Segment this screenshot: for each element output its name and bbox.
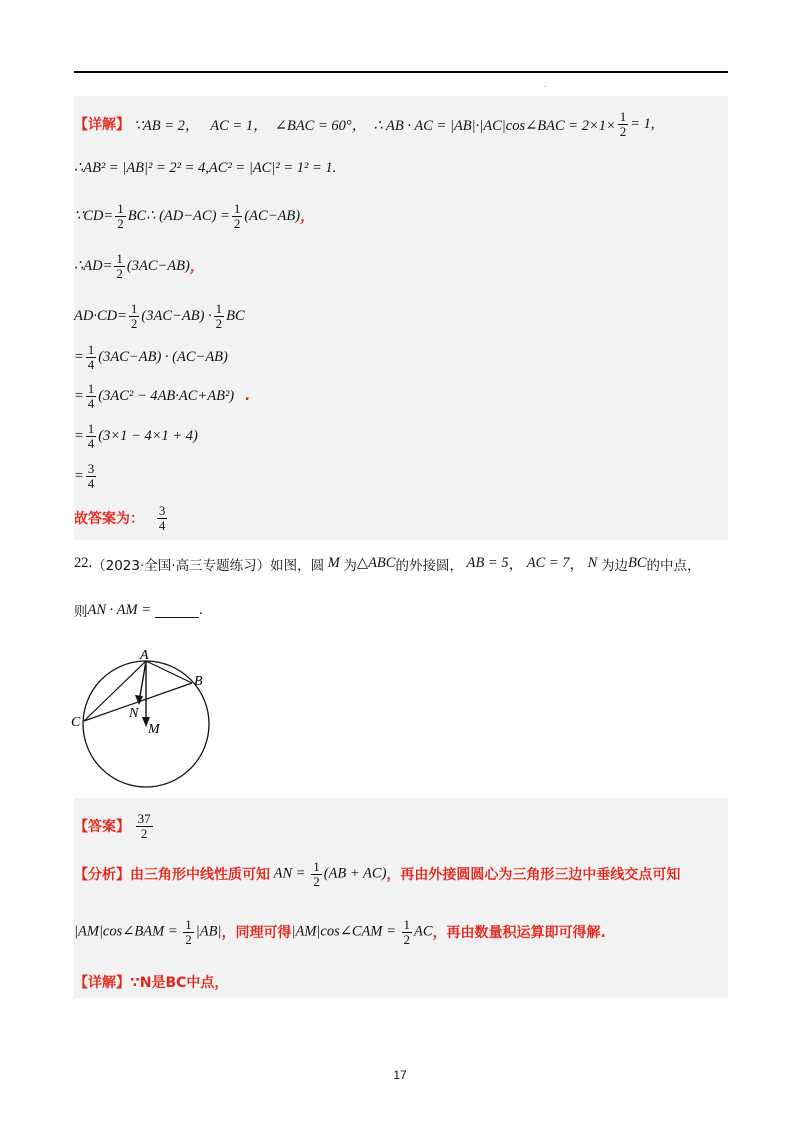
label-m: M xyxy=(148,722,160,737)
problem-expression: AN · AM = xyxy=(87,601,151,618)
detail-line-2: ∴ AB ² = | AB |² = 2² = 4, AC ² = | AC |² = 1² = 1. xyxy=(74,160,337,176)
answer-fraction-2: $\frac{37}{2}$ xyxy=(137,811,151,841)
label-n: N xyxy=(129,706,139,721)
detail-2-line: 【详解】 ∵N是BC中点， xyxy=(74,972,228,992)
answer-blank xyxy=(155,603,199,618)
header-mark: . xyxy=(544,80,546,89)
answer-line-1 xyxy=(74,504,169,532)
answer-line-2 xyxy=(74,812,155,840)
segment-ab xyxy=(146,661,192,683)
detail-line-9: = $\frac{3}{4}$ xyxy=(74,461,95,491)
detail-line-1: 【详解】 ∵AB = 2， AC = 1， ∠BAC = 60°， ∴ AB · AC = |AB|·|AC|cos∠BAC = 2×1× $\frac{1}{2}$ = 1, xyxy=(74,109,655,139)
header-rule xyxy=(74,71,728,73)
detail-line-7: = $\frac{1}{4}$ (3 AC ² − 4 AB · AC + AB ²) . xyxy=(74,381,251,411)
answer-label-2: 【答案】 xyxy=(74,819,130,836)
arrow-an-head xyxy=(135,695,143,705)
circle-figure xyxy=(68,645,228,795)
detail-line-8: = $\frac{1}{4}$ (3×1 − 4×1 + 4) xyxy=(74,421,198,451)
given-values: ∵AB = 2， AC = 1， ∠BAC = 60°， ∴ AB · AC = |AB|·|AC|cos∠BAC = 2×1× xyxy=(130,117,616,134)
answer-label-1: 故答案为： xyxy=(74,511,144,528)
analysis-line-2: |AM|cos∠BAM = $\frac{1}{2}$ |AB| ，同理可得 |AM|cos∠CAM = $\frac{1}{2}$ AC ，再由数量积运算即可得解. xyxy=(74,917,606,947)
label-c: C xyxy=(71,715,81,730)
problem-22-line-1: 22. （2023·全国·高三专题练习） 如图，圆 M 为 △ABC 的外接圆， AB = 5 ， AC = 7 ， N 为边 BC 的中点， xyxy=(74,555,701,574)
answer-fraction-1: $\frac{3}{4}$ xyxy=(158,503,166,533)
detail-tag: 【详解】 xyxy=(74,117,130,134)
detail-2-label: 【详解】 xyxy=(74,975,130,991)
page-number: 17 xyxy=(393,1068,407,1082)
problem-source: （2023·全国·高三专题练习） xyxy=(92,557,271,574)
analysis-line-1: 【分析】 由三角形中线性质可知 AN = $\frac{1}{2}$ (AB + AC) ，再由外接圆圆心为三角形三边中垂线交点可知 xyxy=(74,859,681,889)
label-a: A xyxy=(140,648,149,663)
label-b: B xyxy=(194,674,203,689)
detail-line-4: ∴ AD = $\frac{1}{2}$ (3 AC − AB ) ， xyxy=(74,251,204,281)
detail-line-3: ∵ CD = $\frac{1}{2}$ BC ∴ ( AD − AC ) = $\frac{1}{2}$ ( AC − AB ) ， xyxy=(74,201,315,231)
detail-line-6: = $\frac{1}{4}$ (3 AC − AB ) · ( AC − AB ) xyxy=(74,342,228,372)
solution-panel-2 xyxy=(74,798,728,998)
fraction-half: $\frac{1}{2}$ xyxy=(619,109,627,139)
detail-line-5: AD · CD = $\frac{1}{2}$ (3 AC − AB ) · $\frac{1}{2}$ BC xyxy=(74,301,245,331)
problem-number: 22. xyxy=(74,555,93,571)
problem-22-line-2: 则 AN · AM = . xyxy=(74,601,203,620)
analysis-label: 【分析】 xyxy=(74,867,130,884)
